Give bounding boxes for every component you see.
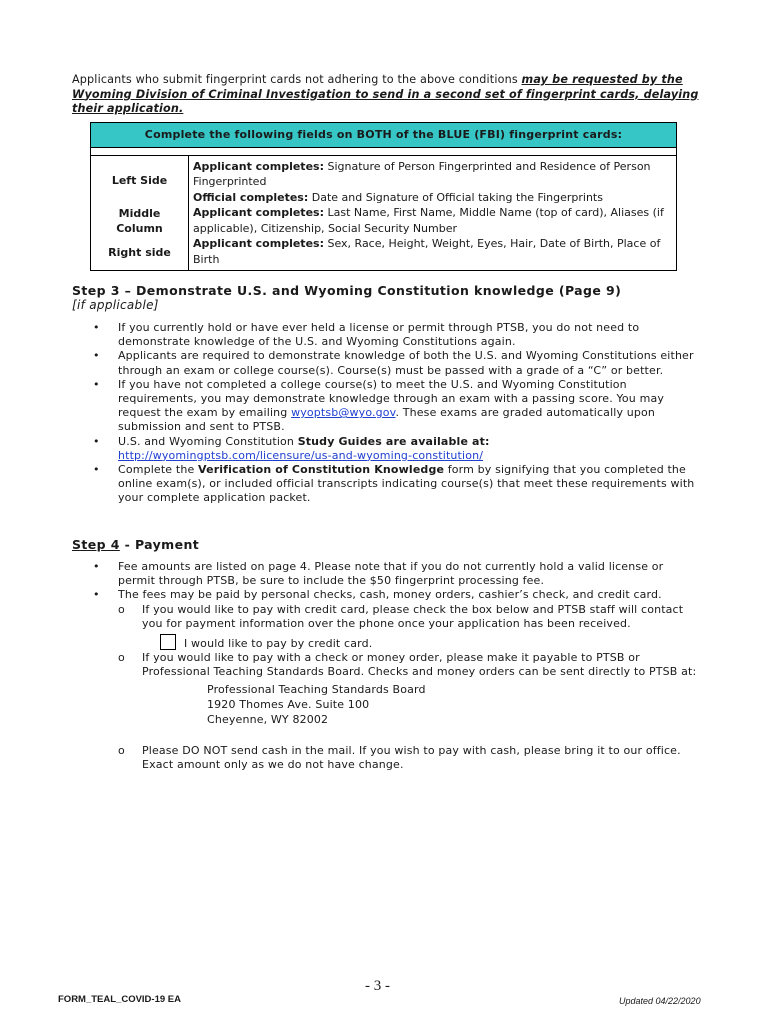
left-side-applicant-fields [193,159,671,190]
applicant-completes-label: Applicant completes: [193,206,324,220]
list-item [72,349,697,377]
list-item [72,378,697,435]
fingerprint-table-header: Complete the following fields on BOTH of the BLUE (FBI) fingerprint cards: [91,123,677,148]
middle-column-label [92,205,187,236]
updated-date: Updated 04/22/2020 [619,996,701,1006]
list-item [72,463,697,506]
bullet-icon: • [93,434,100,448]
fingerprint-warning-paragraph [72,73,700,117]
bullet-icon: • [93,560,100,573]
step4-bullet-list [72,560,697,772]
middle-applicant-fields [193,205,671,236]
step4-bullet-2: The fees may be paid by personal checks, cash, money orders, cashier’s check, and credit card. [118,588,662,602]
credit-card-option: If you would like to pay with credit card, please check the box below and PTSB staff will contact you for payment information over the phone once your application has been received. [142,602,684,630]
step3-bullet-5-tail: form by signifying that you completed the online exam(s), or included official transcripts indicating course(s) that meet these requirements with your complete application packet. [118,463,695,505]
address-line-3: Cheyenne, WY 82002 [207,712,329,726]
middle-applicant-text: Last Name, First Name, Middle Name (top of card), Aliases (if applicable), Citizenship, Social Security Number [193,206,664,235]
step3-heading: Step 3 – Demonstrate U.S. and Wyoming Constitution knowledge (Page 9) [72,283,622,298]
bullet-icon: • [93,463,100,477]
step3-bullet-3-text: If you have not completed a college course(s) to meet the U.S. and Wyoming Constitution requirements, you may demonstrate knowledge through an exam with a passing score. You may request the exam by emailing [118,377,664,420]
bullet-icon: • [93,588,100,602]
middle-label-line1: Middle [118,206,161,220]
applicant-completes-label: Applicant completes: [193,159,324,173]
list-item [72,435,697,463]
study-guides-label: Study Guides are available at: [297,434,490,448]
address-line-1: Professional Teaching Standards Board [207,682,426,696]
right-side-applicant-fields [193,236,671,267]
sub-bullet-icon: o [118,602,125,616]
page-number: - 3 - [365,978,390,994]
credit-card-checkbox-label: I would like to pay by credit card. [184,637,373,651]
bullet-icon: • [93,377,100,391]
left-side-label: Left Side [111,174,168,188]
list-item [72,560,697,588]
form-id: FORM_TEAL_COVID-19 EA [58,994,181,1005]
warning-emphasis: may be requested by the Wyoming Division of Criminal Investigation to send in a second set of fingerprint cards, delaying their application. [72,73,699,115]
step3-bullet-1: If you currently hold or have ever held a license or permit through PTSB, you do not need to demonstrate knowledge of the U.S. and Wyoming Constitutions again. [118,321,640,349]
sub-bullet-icon: o [118,651,125,665]
table-spacer [91,148,677,156]
warning-text: Applicants who submit fingerprint cards not adhering to the above conditions [72,73,522,86]
left-side-applicant-text: Signature of Person Fingerprinted and Residence of Person Fingerprinted [193,159,651,189]
list-item [118,744,697,772]
applicant-completes-label: Applicant completes: [193,237,324,251]
credit-card-checkbox-row [142,637,697,651]
list-item [72,321,697,349]
check-money-order-option: If you would like to pay with a check or money order, please make it payable to PTSB or Professional Teaching Standards Board. Checks and money orders can be sent directly to PTSB at: [142,651,697,679]
list-item [72,588,697,772]
official-completes-label: Official completes: [193,190,309,204]
credit-card-checkbox[interactable] [160,634,176,650]
step3-bullet-4-text: U.S. and Wyoming Constitution [118,434,298,448]
step3-subtitle: [if applicable] [72,298,159,312]
study-guide-link[interactable]: http://wyomingptsb.com/licensure/us-and-wyoming-constitution/ [118,448,484,462]
list-item [118,651,697,726]
step3-bullet-2: Applicants are required to demonstrate knowledge of both the U.S. and Wyoming Constitutions either through an exam or college course(s). Course(s) must be passed with a grade of a “C” or better. [118,349,694,377]
step4-heading [72,537,199,552]
bullet-icon: • [93,349,100,363]
list-item [118,603,697,652]
right-side-label: Right side [108,245,171,259]
table-right-column [189,156,677,271]
table-left-column [91,156,189,271]
verification-form-name: Verification of Constitution Knowledge [198,463,445,477]
address-line-2: 1920 Thomes Ave. Suite 100 [207,697,370,711]
sub-bullet-icon: o [118,743,125,757]
fingerprint-fields-table [90,122,677,271]
left-side-official-text: Date and Signature of Official taking the Fingerprints [308,190,603,204]
email-link[interactable]: wyoptsb@wyo.gov [291,406,396,420]
payment-options-list [118,603,697,772]
right-side-applicant-text: Sex, Race, Height, Weight, Eyes, Hair, Date of Birth, Place of Birth [193,237,661,266]
middle-label-line2: Column [116,221,163,235]
bullet-icon: • [93,321,100,334]
left-side-official-fields [193,190,671,206]
step4-bullet-1: Fee amounts are listed on page 4. Please note that if you do not currently hold a valid license or permit through PTSB, be sure to include the $50 fingerprint processing fee. [118,560,664,588]
step4-title: - Payment [119,537,200,552]
step4-label: Step 4 [72,537,120,552]
step3-bullet-list [72,321,697,506]
mailing-address [142,682,697,727]
step3-bullet-5-text: Complete the [118,463,199,477]
step3-bullet-3-tail: . These exams are graded automatically upon submission and sent to PTSB. [118,406,656,434]
cash-option: Please DO NOT send cash in the mail. If you wish to pay with cash, please bring it to our office. Exact amount only as we do not have change. [142,743,681,771]
